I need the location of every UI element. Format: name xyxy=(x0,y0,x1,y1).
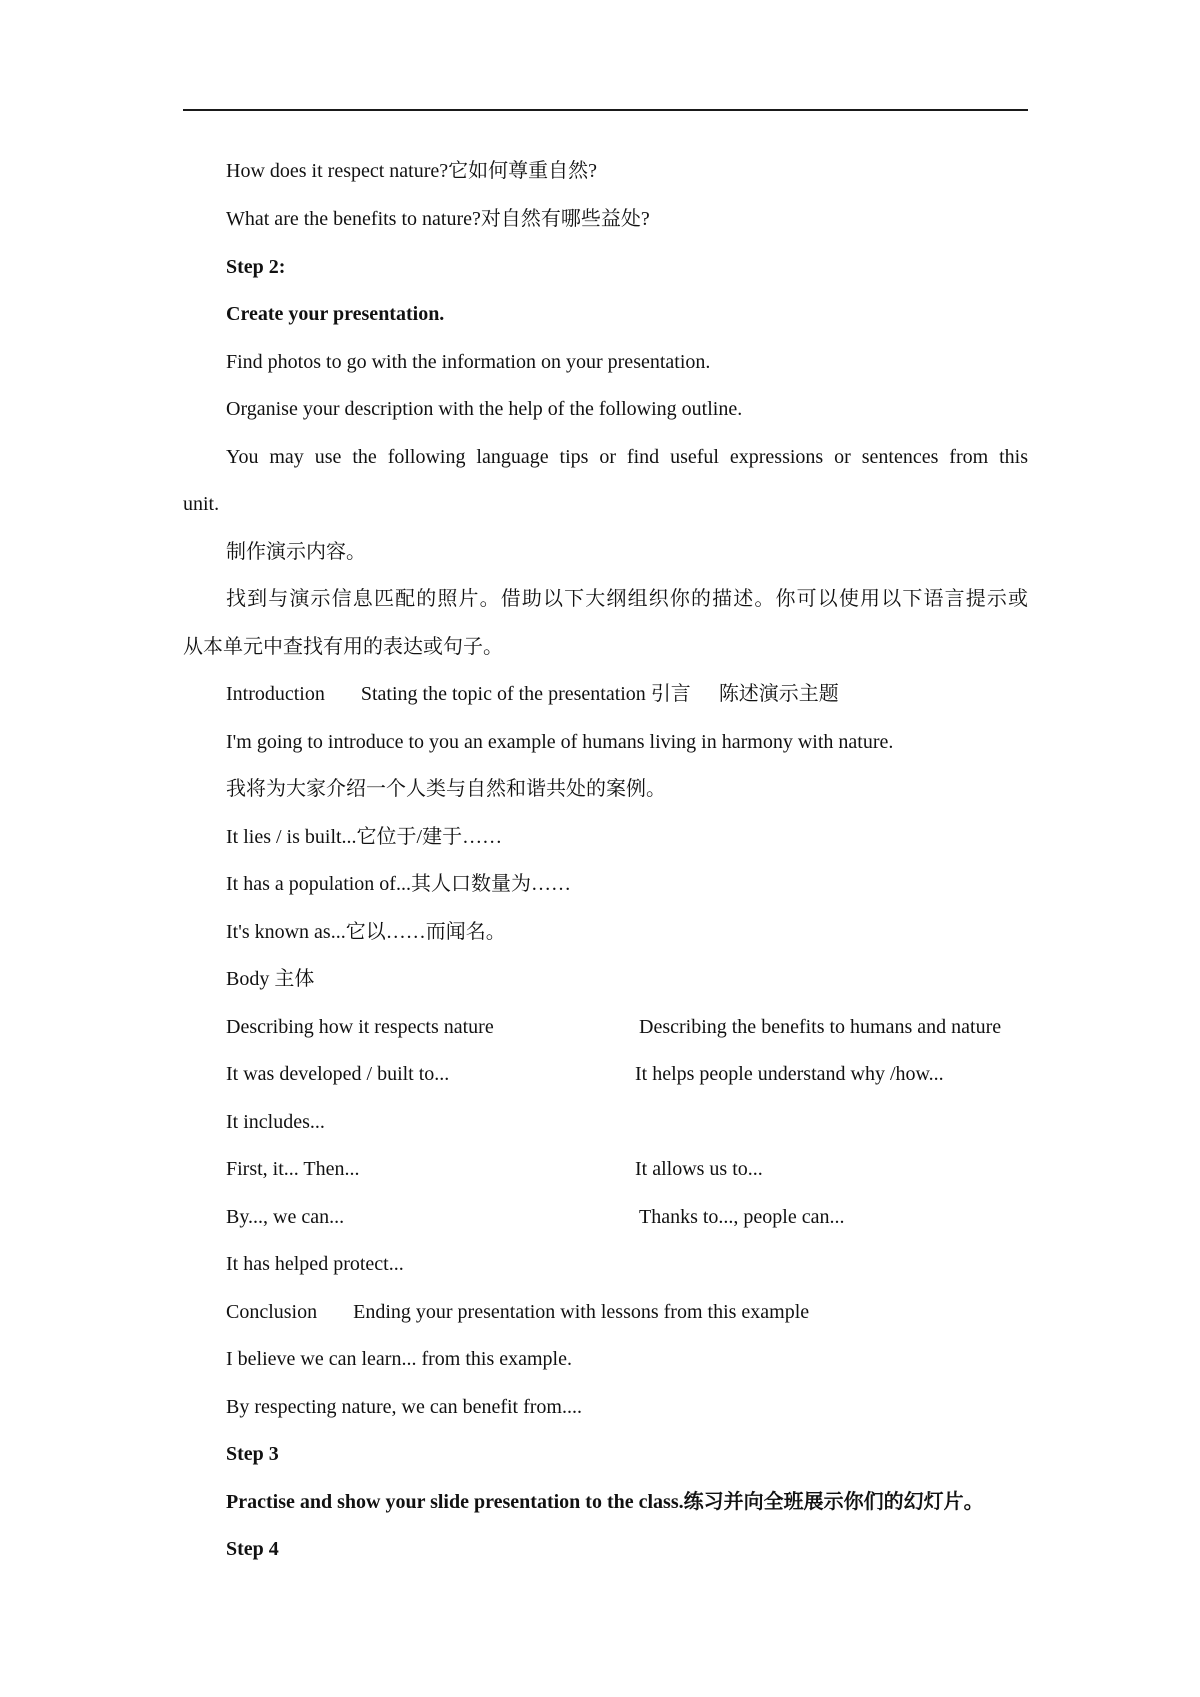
introduction-zh-desc: 陈述演示主题 xyxy=(718,683,839,705)
first-text: First, it... Then... xyxy=(226,1158,360,1180)
may-use-text: You may use the following language tips or find useful expressions or sentences from this xyxy=(226,446,1028,468)
left-column-heading: Describing how it respects nature xyxy=(226,1016,494,1038)
header-rule xyxy=(183,109,1028,111)
includes-text: It includes... xyxy=(226,1111,325,1133)
helped-text: It has helped protect... xyxy=(226,1253,404,1275)
intro-sentence: I'm going to introduce to you an example of humans living in harmony with nature. xyxy=(226,731,894,753)
introduction-desc: Stating the topic of the presentation xyxy=(360,683,646,705)
conclusion-desc: Ending your presentation with lessons from this example xyxy=(353,1301,810,1323)
zh-create-text: 制作演示内容。 xyxy=(226,541,366,563)
body-label: Body 主体 xyxy=(226,968,315,990)
step-4-heading: Step 4 xyxy=(226,1538,279,1560)
known-text: It's known as...它以……而闻名。 xyxy=(226,921,506,943)
helps-text: It helps people understand why /how... xyxy=(635,1063,944,1085)
intro-sentence-zh: 我将为大家介绍一个人类与自然和谐共处的案例。 xyxy=(226,778,666,800)
step-2-title: Create your presentation. xyxy=(226,303,445,325)
allows-text: It allows us to... xyxy=(635,1158,763,1180)
thanks-text: Thanks to..., people can... xyxy=(639,1206,845,1228)
developed-text: It was developed / built to... xyxy=(226,1063,450,1085)
introduction-zh-label: 引言 xyxy=(650,683,691,705)
introduction-row xyxy=(226,679,839,709)
step-3-heading: Step 3 xyxy=(226,1443,279,1465)
step-3-text: Practise and show your slide presentation to the class.练习并向全班展示你们的幻灯片。 xyxy=(226,1491,984,1513)
question-respect: How does it respect nature?它如何尊重自然? xyxy=(226,160,598,182)
respecting-text: By respecting nature, we can benefit from.... xyxy=(226,1396,582,1418)
may-use-text-cont: unit. xyxy=(183,493,220,515)
believe-text: I believe we can learn... from this example. xyxy=(226,1348,572,1370)
by-text: By..., we can... xyxy=(226,1206,345,1228)
step-2-heading: Step 2: xyxy=(226,256,286,278)
zh-find-text: 找到与演示信息匹配的照片。借助以下大纲组织你的描述。你可以使用以下语言提示或 xyxy=(226,588,1028,610)
conclusion-label: Conclusion xyxy=(226,1301,318,1323)
population-text: It has a population of...其人口数量为…… xyxy=(226,873,571,895)
introduction-label: Introduction xyxy=(226,683,325,705)
organise-text: Organise your description with the help of the following outline. xyxy=(226,398,743,420)
lies-text: It lies / is built...它位于/建于…… xyxy=(226,826,503,848)
zh-find-text-cont: 从本单元中查找有用的表达或句子。 xyxy=(183,636,503,658)
find-photos-text: Find photos to go with the information on your presentation. xyxy=(226,351,711,373)
question-benefits: What are the benefits to nature?对自然有哪些益处? xyxy=(226,208,650,230)
right-column-heading: Describing the benefits to humans and nature xyxy=(639,1016,1002,1038)
conclusion-row xyxy=(226,1297,809,1327)
